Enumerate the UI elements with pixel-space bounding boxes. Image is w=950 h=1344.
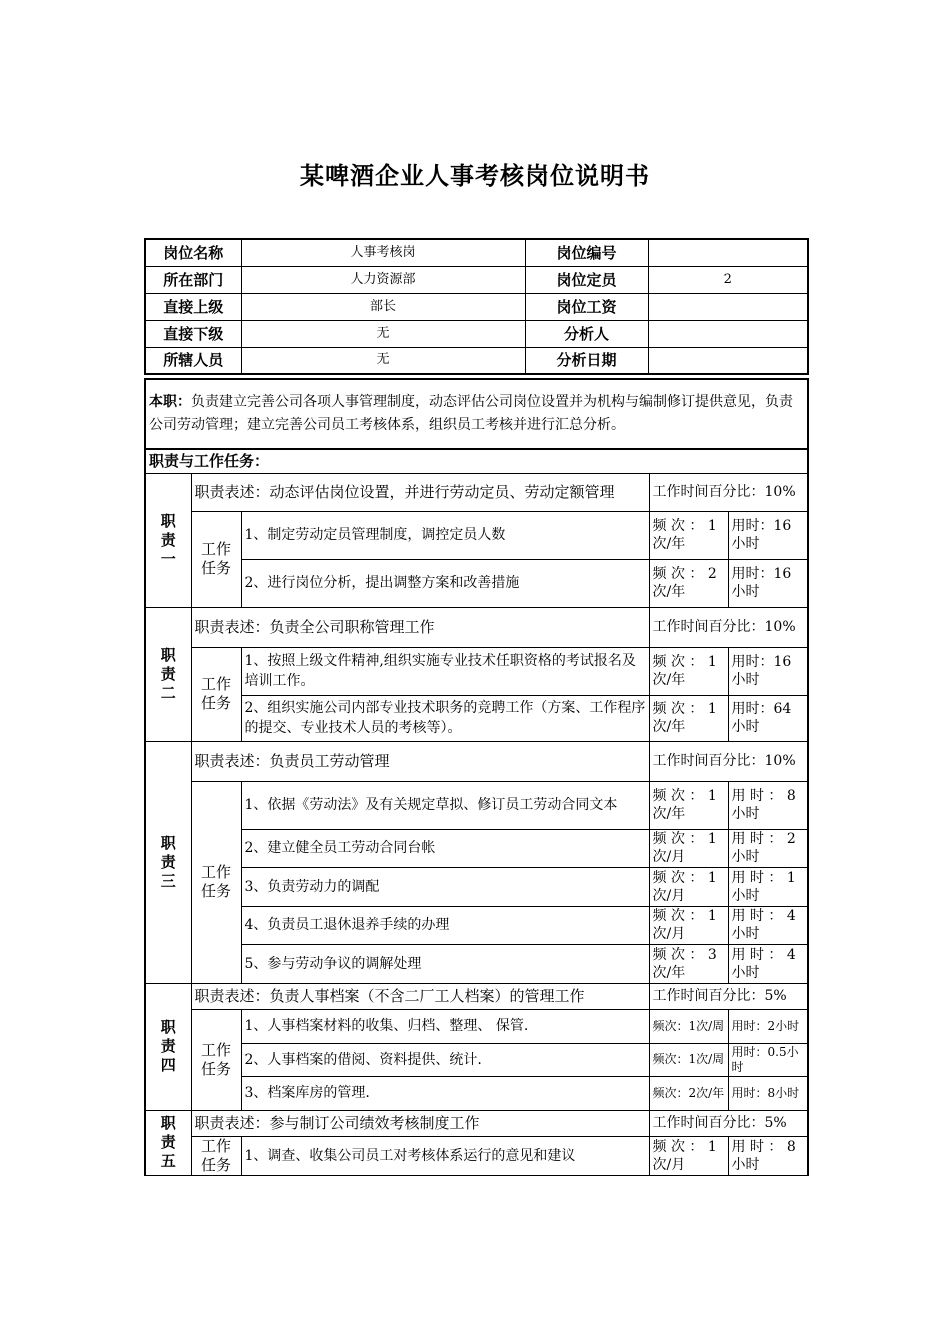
task-description: 1、依据《劳动法》及有关规定草拟、修订员工劳动合同文本 [241,781,649,829]
duty-time-percentage: 工作时间百分比：10% [649,741,808,781]
task-time: 用时：8小时 [728,1076,808,1110]
task-time: 用 时 ： 2小时 [728,829,808,867]
duties-table [144,378,809,1176]
task-frequency: 频次：1次/周 [649,1043,728,1076]
duty-number-char: 三 [160,871,176,890]
subordinate-value: 无 [241,320,525,347]
task-time: 用时：64小时 [728,695,808,741]
work-task-label: 工作任务 [191,1136,241,1175]
task-frequency: 频次：2次/年 [649,1076,728,1110]
work-task-label: 工作任务 [191,511,241,607]
task-frequency: 频 次 ： 1次/年 [649,511,728,559]
duty-number-char: 责 [160,1037,176,1055]
dept-value: 人力资源部 [241,266,525,293]
duty-time-percentage: 工作时间百分比：10% [649,473,808,511]
position-name-label: 岗位名称 [145,239,241,266]
duty-number-char: 二 [160,683,176,702]
task-frequency: 频 次 ： 1次/月 [649,906,728,944]
task-frequency: 频 次 ： 1次/年 [649,647,728,695]
dept-label: 所在部门 [145,266,241,293]
position-code-label: 岗位编号 [525,239,648,266]
basic-duty-text: 负责建立完善公司各项人事管理制度，动态评估公司岗位设置并为机构与编制修订提供意见，负责公司劳动管理；建立完善公司员工考核体系，组织员工考核并进行汇总分析。 [149,394,793,433]
task-frequency: 频 次 ： 1次/月 [649,1136,728,1175]
task-time: 用 时 ： 8小时 [728,781,808,829]
duty-number-char: 责 [160,1133,176,1151]
duty-number [145,473,191,607]
task-frequency: 频 次 ： 2次/年 [649,559,728,607]
task-time: 用时：0.5小时 [728,1043,808,1076]
duty-number-char: 职 [160,645,176,664]
duty-time-percentage: 工作时间百分比：5% [649,1110,808,1136]
task-time: 用时：16小时 [728,647,808,695]
task-description: 1、按照上级文件精神,组织实施专业技术任职资格的考试报名及培训工作。 [241,647,649,695]
salary-label: 岗位工资 [525,293,648,320]
task-description: 3、档案库房的管理. [241,1076,649,1110]
analyst-label: 分析人 [525,320,648,347]
task-description: 1、制定劳动定员管理制度，调控定员人数 [241,511,649,559]
task-time: 用时：16小时 [728,511,808,559]
task-time: 用 时 ： 4小时 [728,906,808,944]
duty-number-char: 责 [160,530,176,549]
headcount-value: 2 [648,266,808,293]
task-description: 4、负责员工退休退养手续的办理 [241,906,649,944]
analysis-date-value [648,347,808,374]
duty-number-char: 五 [160,1152,176,1170]
task-time: 用时：2小时 [728,1009,808,1043]
headcount-label: 岗位定员 [525,266,648,293]
basic-duty-cell [145,379,808,449]
duty-number-char: 责 [160,664,176,683]
task-description: 2、建立健全员工劳动合同台帐 [241,829,649,867]
document-title: 某啤酒企业人事考核岗位说明书 [300,162,650,190]
superior-label: 直接上级 [145,293,241,320]
task-frequency: 频 次 ： 1次/年 [649,695,728,741]
managed-value: 无 [241,347,525,374]
task-description: 2、组织实施公司内部专业技术职务的竞聘工作（方案、工作程序的提交、专业技术人员的考核等）。 [241,695,649,741]
task-time: 用时：16小时 [728,559,808,607]
duty-number-char: 职 [160,1114,176,1132]
work-task-label: 工作任务 [191,647,241,741]
duty-number [145,1110,191,1175]
task-description: 2、人事档案的借阅、资料提供、统计. [241,1043,649,1076]
task-frequency: 频次：1次/周 [649,1009,728,1043]
duty-number [145,983,191,1110]
duty-time-percentage: 工作时间百分比：5% [649,983,808,1009]
task-frequency: 频 次 ： 1次/年 [649,781,728,829]
task-time: 用 时 ： 1小时 [728,867,808,906]
basic-duty-label: 本职： [149,394,191,410]
duty-number-char: 一 [160,549,176,568]
duty-description: 职责表述：负责人事档案（不含二厂工人档案）的管理工作 [191,983,649,1009]
task-time: 用 时 ： 8小时 [728,1136,808,1175]
duty-number-char: 责 [160,852,176,871]
position-name-value: 人事考核岗 [241,239,525,266]
superior-value: 部长 [241,293,525,320]
basic-info-table [144,238,809,375]
analysis-date-label: 分析日期 [525,347,648,374]
task-frequency: 频 次 ： 1次/月 [649,867,728,906]
task-time: 用 时 ： 4小时 [728,944,808,983]
duty-description: 职责表述：负责全公司职称管理工作 [191,607,649,647]
salary-value [648,293,808,320]
managed-label: 所辖人员 [145,347,241,374]
task-description: 2、进行岗位分析，提出调整方案和改善措施 [241,559,649,607]
task-frequency: 频 次 ： 3次/年 [649,944,728,983]
analyst-value [648,320,808,347]
duty-number [145,741,191,983]
task-frequency: 频 次 ： 1次/月 [649,829,728,867]
duty-number-char: 职 [160,833,176,852]
duty-time-percentage: 工作时间百分比：10% [649,607,808,647]
duty-number-char: 职 [160,511,176,530]
task-description: 5、参与劳动争议的调解处理 [241,944,649,983]
task-description: 3、负责劳动力的调配 [241,867,649,906]
work-task-label: 工作任务 [191,1009,241,1110]
duty-number-char: 职 [160,1018,176,1036]
subordinate-label: 直接下级 [145,320,241,347]
duty-description: 职责表述：参与制订公司绩效考核制度工作 [191,1110,649,1136]
duty-number [145,607,191,741]
position-code-value [648,239,808,266]
task-description: 1、调查、收集公司员工对考核体系运行的意见和建议 [241,1136,649,1175]
duty-number-char: 四 [160,1056,176,1074]
duty-description: 职责表述：负责员工劳动管理 [191,741,649,781]
task-description: 1、人事档案材料的收集、归档、整理、 保管. [241,1009,649,1043]
duties-header: 职责与工作任务： [145,449,808,473]
duty-description: 职责表述：动态评估岗位设置，并进行劳动定员、劳动定额管理 [191,473,649,511]
work-task-label: 工作任务 [191,781,241,983]
